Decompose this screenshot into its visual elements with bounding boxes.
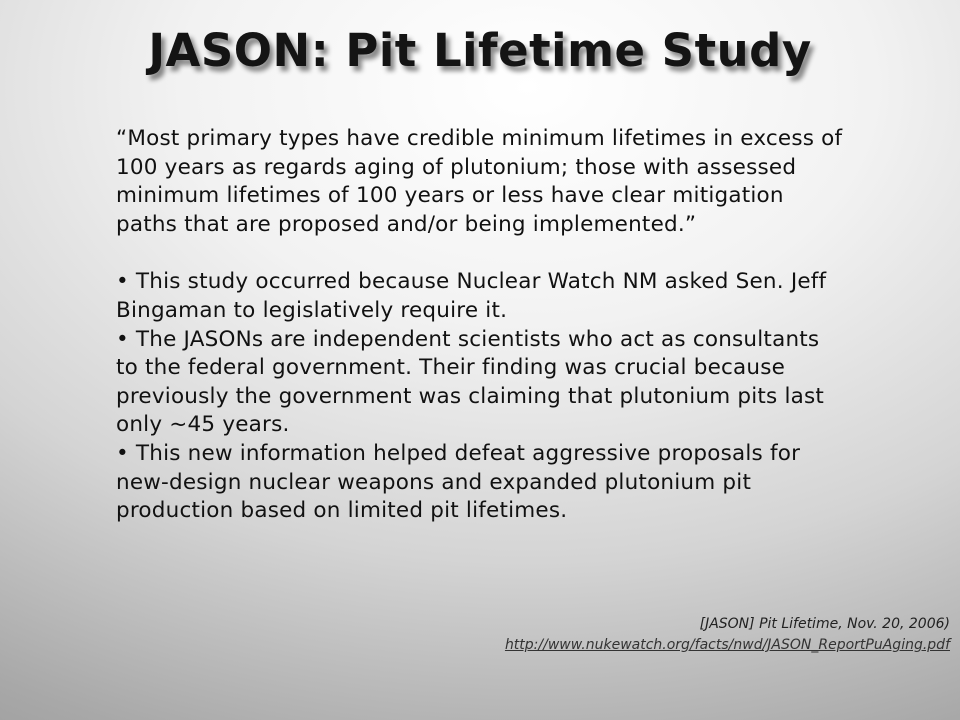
slide-title: JASON: Pit Lifetime Study	[148, 24, 812, 77]
report-link[interactable]: http://www.nukewatch.org/facts/nwd/JASON_ReportPuAging.pdf	[504, 637, 950, 653]
citation	[505, 614, 950, 656]
slide-body	[116, 125, 846, 526]
citation-source: [JASON] Pit Lifetime, Nov. 20, 2006)	[699, 616, 950, 632]
bullet-item: • This new information helped defeat aggressive proposals for new-design nuclear weapons and expanded plutonium pit production based on limited pit lifetimes.	[116, 440, 801, 524]
bullet-item: • This study occurred because Nuclear Watch NM asked Sen. Jeff Bingaman to legislatively require it.	[116, 269, 827, 323]
jason-quote: “Most primary types have credible minimum lifetimes in excess of 100 years as regards aging of plutonium; those with assessed minimum lifetimes of 100 years or less have clear mitigation paths that are proposed and/or being implemented.”	[116, 126, 843, 237]
bullet-item: • The JASONs are independent scientists who act as consultants to the federal government. Their finding was crucial because previously the government was claiming that plutonium pits last only ~45 years.	[116, 326, 825, 438]
